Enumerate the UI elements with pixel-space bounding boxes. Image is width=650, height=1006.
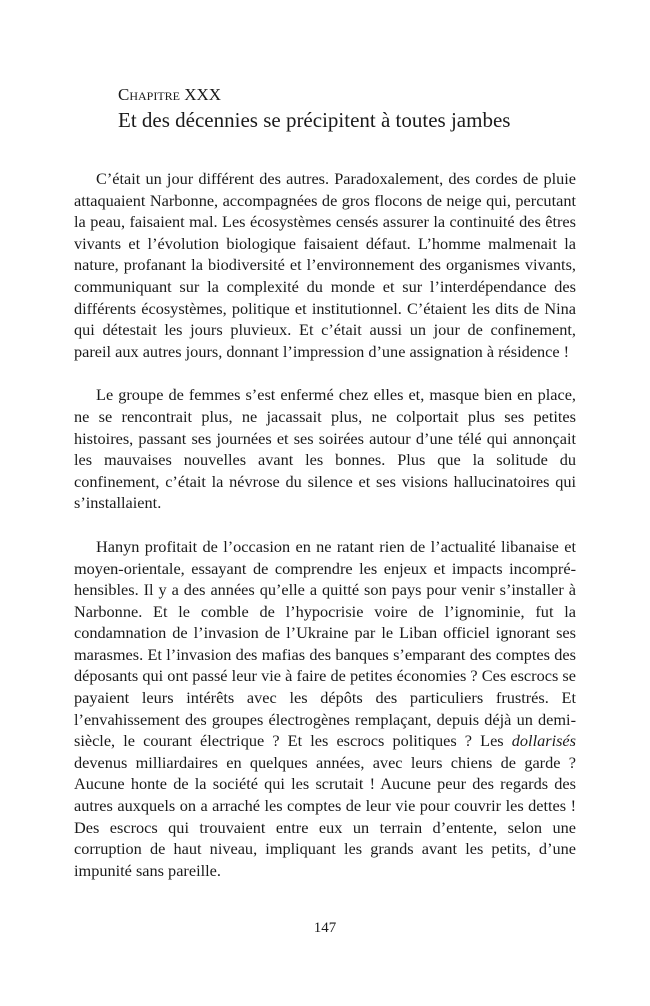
chapter-label [118, 85, 598, 105]
page-number: 147 [313, 920, 337, 936]
paragraph-2: Le groupe de femmes s’est enfermé chez elles et, masque bien en place, ne se rencontrait plus, ne jacassait plus, ne colportait plus ses petites histoires, passant ses journées et ses soirées autour d’une télé qui annonçait les mauvaises nouvelles avant les bonnes. Plus que la solitude du confinement, c’était la névrose du silence et ses visions hallucinatoires qui s’installaient. [74, 385, 576, 513]
chapter-heading [118, 85, 598, 133]
chapter-label-text: Chapitre XXX [118, 85, 222, 104]
paragraph-3-italic: dollarisés [511, 731, 576, 751]
paragraph-3-part-1: Hanyn profitait de l’occasion en ne ratant rien de l’actualité libanaise et moyen-orientale, essayant de comprendre les enjeux et impacts incompréhensibles. Il y a des années qu’elle a quitté son pays pour venir s’installer à Narbonne. Et le comble de l’hypocrisie voire de l’ignominie, fut la condamnation de l’invasion de l’Ukraine par le Liban officiel ignorant ses marasmes. Et l’invasion des mafias des banques s’emparant des comptes des déposants qui ont passé leur vie à faire de petites économies ? Ces escrocs se payaient leurs intérêts avec les dépôts des particuliers frustrés. Et l’envahissement des groupes électrogènes remplaçant, depuis déjà un demi-siècle, le courant électrique ? Et les escrocs politiques ? Les [74, 536, 576, 751]
paragraph-1: C’était un jour différent des autres. Paradoxalement, des cordes de pluie attaquaient Narbonne, accompagnées de gros flocons de neige qui, percutant la peau, faisaient mal. Les écosystèmes censés assurer la continuité des êtres vivants et l’évolution biologique faisaient défaut. L’homme malmenait la nature, profanant la biodiversité et l’environnement des organismes vivants, communiquant sur la complexité du monde et sur l’interdépendance des différents écosystèmes, politique et institutionnel. C’étaient les dits de Nina qui détestait les jours pluvieux. Et c’était aussi un jour de confinement, pareil aux autres jours, donnant l’impression d’une assignation à résidence ! [74, 169, 576, 361]
chapter-title: Et des décennies se précipitent à toutes jambes [118, 108, 511, 132]
paragraph-3 [74, 536, 576, 882]
body-text [74, 168, 576, 903]
paragraph-3-part-2: devenus milliardaires en quelques années, avec leurs chiens de garde ? Aucune honte de la société qui les scrutait ! Aucune peur des regards des autres auxquels on a arraché les comptes de leur vie pour couvrir les dettes ! Des escrocs qui trouvaient entre eux un terrain d’entente, selon une corruption de haut niveau, impliquant les grands avant les petits, d’une impunité sans pareille. [74, 752, 576, 880]
